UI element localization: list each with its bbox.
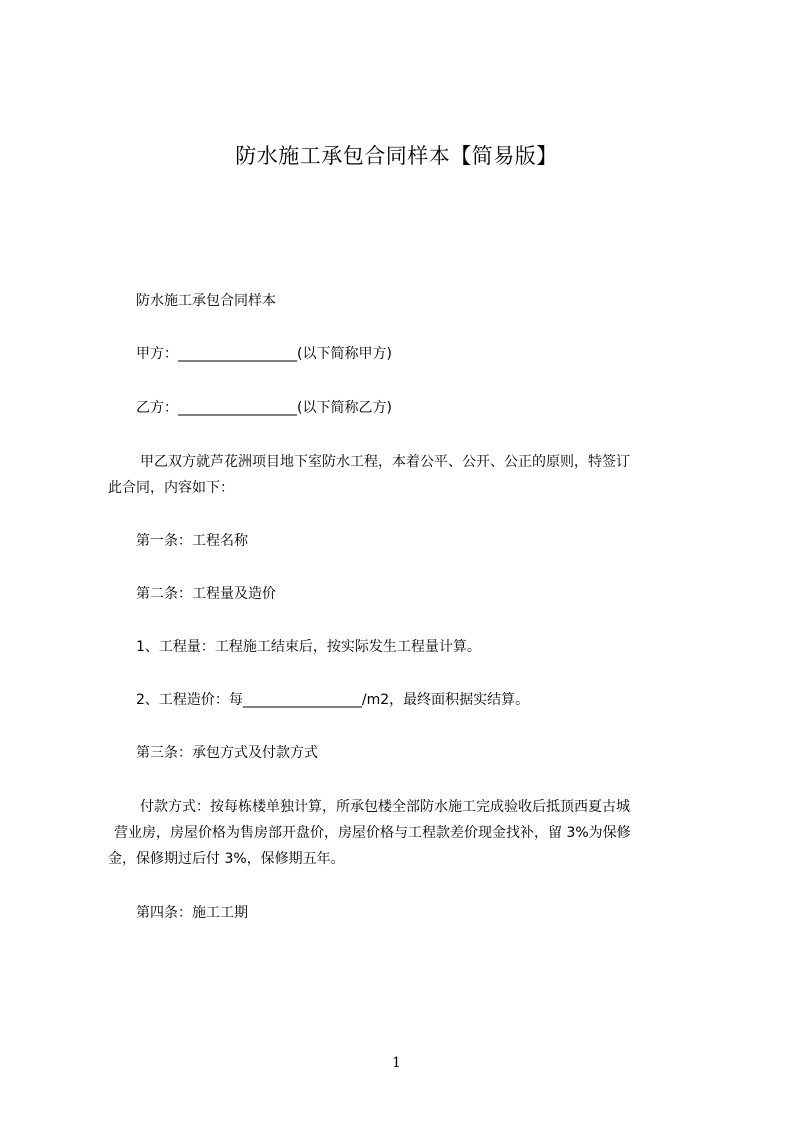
page-number: 1 [392, 1055, 401, 1071]
article-1-heading: 第一条：工程名称 [136, 533, 248, 549]
article-3-heading: 第三条：承包方式及付款方式 [136, 745, 318, 761]
contract-subtitle: 防水施工承包合同样本 [136, 293, 276, 309]
article-4-heading: 第四条：施工工期 [136, 905, 248, 921]
party-a-line: 甲方：_________________(以下简称甲方) [136, 346, 392, 362]
party-b-line: 乙方：_________________(以下简称乙方) [136, 400, 392, 416]
intro-line-2: 此合同，内容如下： [108, 480, 234, 496]
payment-line-2: 营业房，房屋价格为售房部开盘价，房屋价格与工程款差价现金找补，留 3%为保修 [114, 825, 631, 841]
payment-paragraph [108, 794, 708, 872]
document-title: 防水施工承包合同样本【简易版】 [235, 144, 558, 168]
intro-paragraph [108, 449, 708, 501]
payment-line-3: 金，保修期过后付 3%，保修期五年。 [108, 851, 345, 867]
intro-line-1: 甲乙双方就芦花洲项目地下室防水工程，本着公平、公开、公正的原则，特签订 [140, 454, 630, 470]
item-2-cost: 2、工程造价：每_________________/m2，最终面积据实结算。 [136, 692, 530, 708]
article-2-heading: 第二条：工程量及造价 [136, 586, 276, 602]
item-1-quantity: 1、工程量：工程施工结束后，按实际发生工程量计算。 [136, 639, 481, 655]
payment-line-1: 付款方式：按每栋楼单独计算，所承包楼全部防水施工完成验收后抵顶西夏古城 [140, 799, 630, 815]
